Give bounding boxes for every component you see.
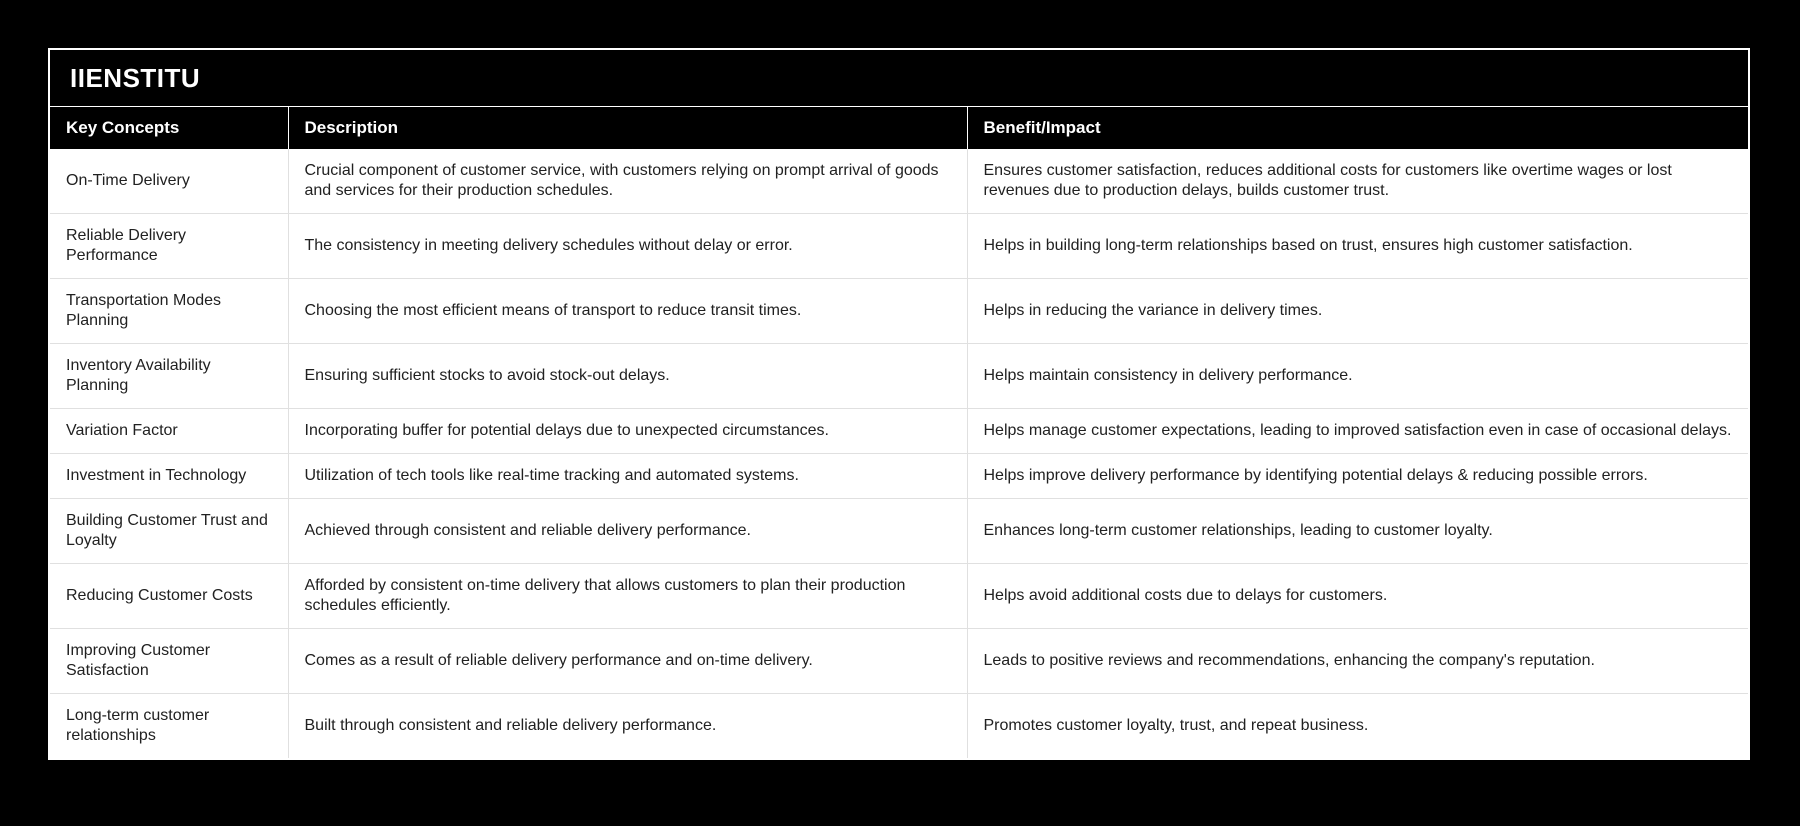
table-row: [50, 214, 1748, 279]
brand-title: IIENSTITU: [50, 50, 1748, 107]
cell-benefit: Helps avoid additional costs due to delays for customers.: [967, 564, 1748, 629]
cell-description: Incorporating buffer for potential delays due to unexpected circumstances.: [288, 409, 967, 454]
column-header-key-concepts: Key Concepts: [50, 107, 288, 149]
cell-description: Ensuring sufficient stocks to avoid stock-out delays.: [288, 344, 967, 409]
table-row: [50, 344, 1748, 409]
cell-key-concept: Reducing Customer Costs: [50, 564, 288, 629]
cell-benefit: Promotes customer loyalty, trust, and repeat business.: [967, 694, 1748, 759]
cell-description: Built through consistent and reliable delivery performance.: [288, 694, 967, 759]
cell-key-concept: Reliable Delivery Performance: [50, 214, 288, 279]
cell-key-concept: Improving Customer Satisfaction: [50, 629, 288, 694]
cell-description: Utilization of tech tools like real-time tracking and automated systems.: [288, 454, 967, 499]
cell-benefit: Helps manage customer expectations, leading to improved satisfaction even in case of occasional delays.: [967, 409, 1748, 454]
table-row: [50, 499, 1748, 564]
table-row: [50, 279, 1748, 344]
cell-description: Choosing the most efficient means of transport to reduce transit times.: [288, 279, 967, 344]
table-header-row: [50, 107, 1748, 149]
column-header-description: Description: [288, 107, 967, 149]
table-row: [50, 564, 1748, 629]
table-row: [50, 409, 1748, 454]
cell-benefit: Helps improve delivery performance by identifying potential delays & reducing possible errors.: [967, 454, 1748, 499]
table-row: [50, 694, 1748, 759]
cell-description: Achieved through consistent and reliable delivery performance.: [288, 499, 967, 564]
cell-key-concept: On-Time Delivery: [50, 149, 288, 214]
cell-benefit: Ensures customer satisfaction, reduces additional costs for customers like overtime wages or lost revenues due to production delays, builds customer trust.: [967, 149, 1748, 214]
cell-benefit: Helps in building long-term relationships based on trust, ensures high customer satisfaction.: [967, 214, 1748, 279]
cell-key-concept: Building Customer Trust and Loyalty: [50, 499, 288, 564]
cell-key-concept: Inventory Availability Planning: [50, 344, 288, 409]
table-row: [50, 629, 1748, 694]
cell-key-concept: Long-term customer relationships: [50, 694, 288, 759]
table-row: [50, 454, 1748, 499]
cell-key-concept: Variation Factor: [50, 409, 288, 454]
table-row: [50, 149, 1748, 214]
cell-benefit: Helps in reducing the variance in delivery times.: [967, 279, 1748, 344]
column-header-benefit-impact: Benefit/Impact: [967, 107, 1748, 149]
cell-description: Comes as a result of reliable delivery performance and on-time delivery.: [288, 629, 967, 694]
cell-key-concept: Investment in Technology: [50, 454, 288, 499]
cell-benefit: Helps maintain consistency in delivery performance.: [967, 344, 1748, 409]
cell-description: Crucial component of customer service, with customers relying on prompt arrival of goods and services for their production schedules.: [288, 149, 967, 214]
cell-key-concept: Transportation Modes Planning: [50, 279, 288, 344]
concepts-table: [50, 107, 1748, 758]
cell-description: Afforded by consistent on-time delivery that allows customers to plan their production schedules efficiently.: [288, 564, 967, 629]
cell-description: The consistency in meeting delivery schedules without delay or error.: [288, 214, 967, 279]
cell-benefit: Leads to positive reviews and recommendations, enhancing the company's reputation.: [967, 629, 1748, 694]
cell-benefit: Enhances long-term customer relationships, leading to customer loyalty.: [967, 499, 1748, 564]
concepts-card: [48, 48, 1750, 760]
